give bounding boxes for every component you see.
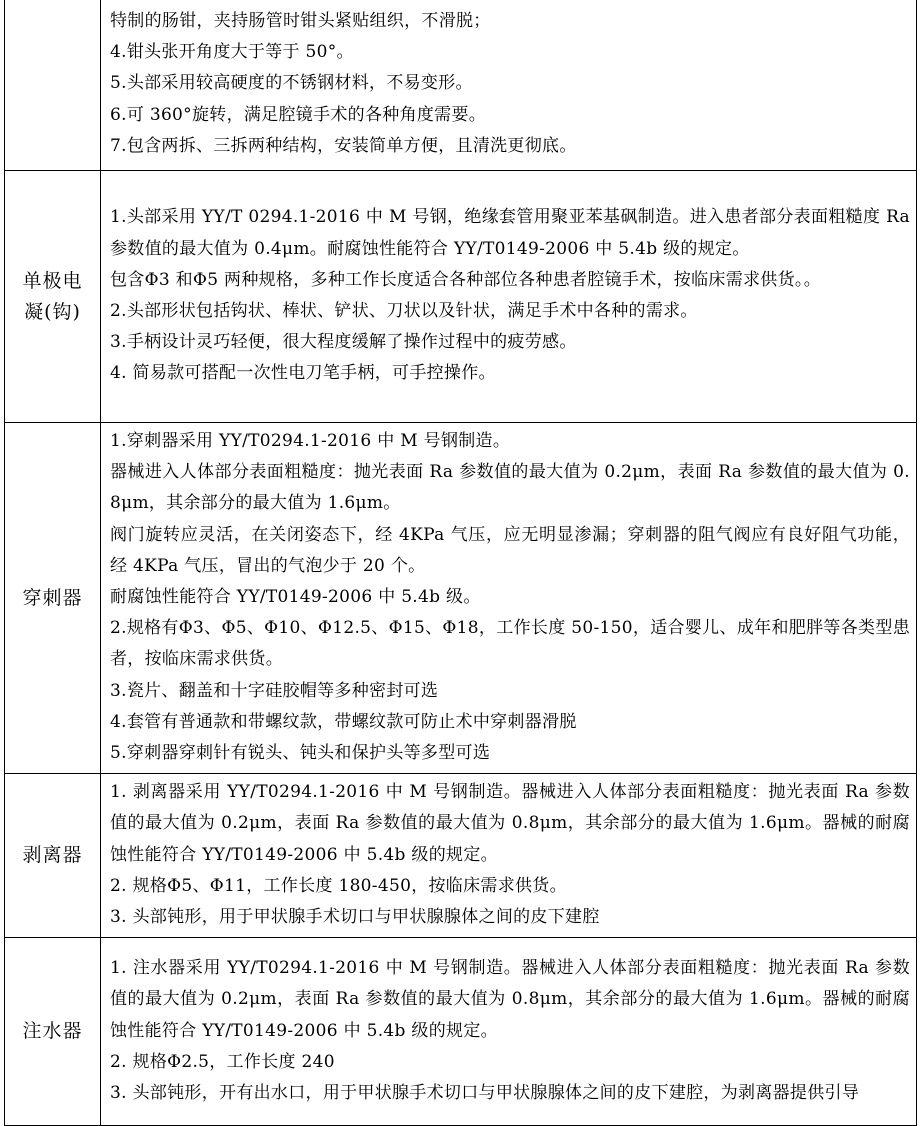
table-row: [5, 774, 917, 938]
table-row: [5, 0, 917, 171]
desc-line: 5.穿刺器穿刺针有锐头、钝头和保护头等多型可选: [110, 743, 491, 764]
row-name-cell: [5, 0, 101, 171]
desc-line: 1. 剥离器采用 YY/T0294.1-2016 中 M 号钢制造。器械进入人体部分表面粗糙度：抛光表面 Ra 参数值的最大值为 0.2μm，表面 Ra 参数值的最大值为 0.8μm，其余部分的最大值为 1.6μm。器械的耐腐蚀性能符合 YY/T0149-2006 中 5.4b 级的规定。: [110, 782, 910, 865]
desc-line: 4.钳头张开角度大于等于 50°。: [110, 42, 354, 63]
row-name: 注水器: [22, 1020, 83, 1043]
desc-line: 2.头部形状包括钩状、棒状、铲状、刀状以及针状，满足手术中各种的需求。: [110, 301, 698, 321]
desc-line: 2. 规格Φ2.5，工作长度 240: [110, 1051, 335, 1072]
desc-line: 5.头部采用较高硬度的不锈钢材料，不易变形。: [110, 73, 473, 94]
row-desc-cell: [101, 938, 917, 1126]
table-row: [5, 938, 917, 1126]
desc-line: 1. 注水器采用 YY/T0294.1-2016 中 M 号钢制造。器械进入人体部分表面粗糙度：抛光表面 Ra 参数值的最大值为 0.2μm，表面 Ra 参数值的最大值为 0.8μm，其余部分的最大值为 1.6μm。器械的耐腐蚀性能符合 YY/T0149-2006 中 5.4b 级的规定。: [110, 958, 910, 1041]
desc-line: 阀门旋转应灵活，在关闭姿态下，经 4KPa 气压，应无明显渗漏；穿刺器的阻气阀应有良好阻气功能，经 4KPa 气压，冒出的气泡少于 20 个。: [110, 524, 911, 576]
desc-line: 器械进入人体部分表面粗糙度：抛光表面 Ra 参数值的最大值为 0.2μm，表面 Ra 参数值的最大值为 0.8μm，其余部分的最大值为 1.6μm。: [110, 462, 910, 514]
row-name-cell: [5, 423, 101, 774]
desc-line: 7.包含两拆、三拆两种结构，安装简单方便，且清洗更彻底。: [110, 135, 577, 156]
desc-line: 4.套管有普通款和带螺纹款，带螺纹款可防止术中穿刺器滑脱: [110, 711, 577, 732]
desc-line: 2.规格有Φ3、Φ5、Φ10、Φ12.5、Φ15、Φ18，工作长度 50-150，适合婴儿、成年和肥胖等各类型患者，按临床需求供货。: [110, 618, 910, 670]
desc-line: 2. 规格Φ5、Φ11，工作长度 180-450，按临床需求供货。: [110, 875, 567, 896]
row-desc-cell: [101, 171, 917, 423]
row-name-cell: [5, 171, 101, 423]
desc-line: 3. 头部钝形，用于甲状腺手术切口与甲状腺腺体之间的皮下建腔: [110, 907, 600, 928]
desc-line: 耐腐蚀性能符合 YY/T0149-2006 中 5.4b 级。: [110, 587, 481, 608]
row-desc-cell: [101, 774, 917, 938]
desc-line: 3.手柄设计灵巧轻便，很大程度缓解了操作过程中的疲劳感。: [110, 332, 577, 353]
desc-line: 特制的肠钳，夹持肠管时钳头紧贴组织，不滑脱；: [110, 10, 491, 31]
table-row: [5, 423, 917, 774]
spec-table: [4, 0, 917, 1126]
desc-line: 4. 简易款可搭配一次性电刀笔手柄，可手控操作。: [110, 363, 496, 384]
desc-line: 3.瓷片、翻盖和十字硅胶帽等多种密封可选: [110, 680, 439, 701]
row-name: 穿刺器: [22, 586, 83, 609]
row-name: 单极电凝(钩): [22, 269, 83, 323]
desc-line: 3. 头部钝形，开有出水口，用于甲状腺手术切口与甲状腺腺体之间的皮下建腔，为剥离器提供引导: [110, 1083, 860, 1104]
row-desc-cell: [101, 0, 917, 171]
desc-line: 1.头部采用 YY/T 0294.1-2016 中 M 号钢，绝缘套管用聚亚苯基砜制造。进入患者部分表面粗糙度 Ra 参数值的最大值为 0.4μm。耐腐蚀性能符合 YY/T0149-2006 中 5.4b 级的规定。: [110, 207, 910, 259]
row-name-cell: [5, 774, 101, 938]
desc-line: 1.穿刺器采用 YY/T0294.1-2016 中 M 号钢制造。: [110, 431, 511, 451]
row-desc-cell: [101, 423, 917, 774]
row-name: 剥离器: [22, 844, 83, 867]
desc-line: 包含Φ3 和Φ5 两种规格，多种工作长度适合各种部位各种患者腔镜手术，按临床需求供货。。: [110, 269, 822, 290]
desc-line: 6.可 360°旋转，满足腔镜手术的各种角度需要。: [110, 104, 487, 125]
table-row: [5, 171, 917, 423]
row-name-cell: [5, 938, 101, 1126]
